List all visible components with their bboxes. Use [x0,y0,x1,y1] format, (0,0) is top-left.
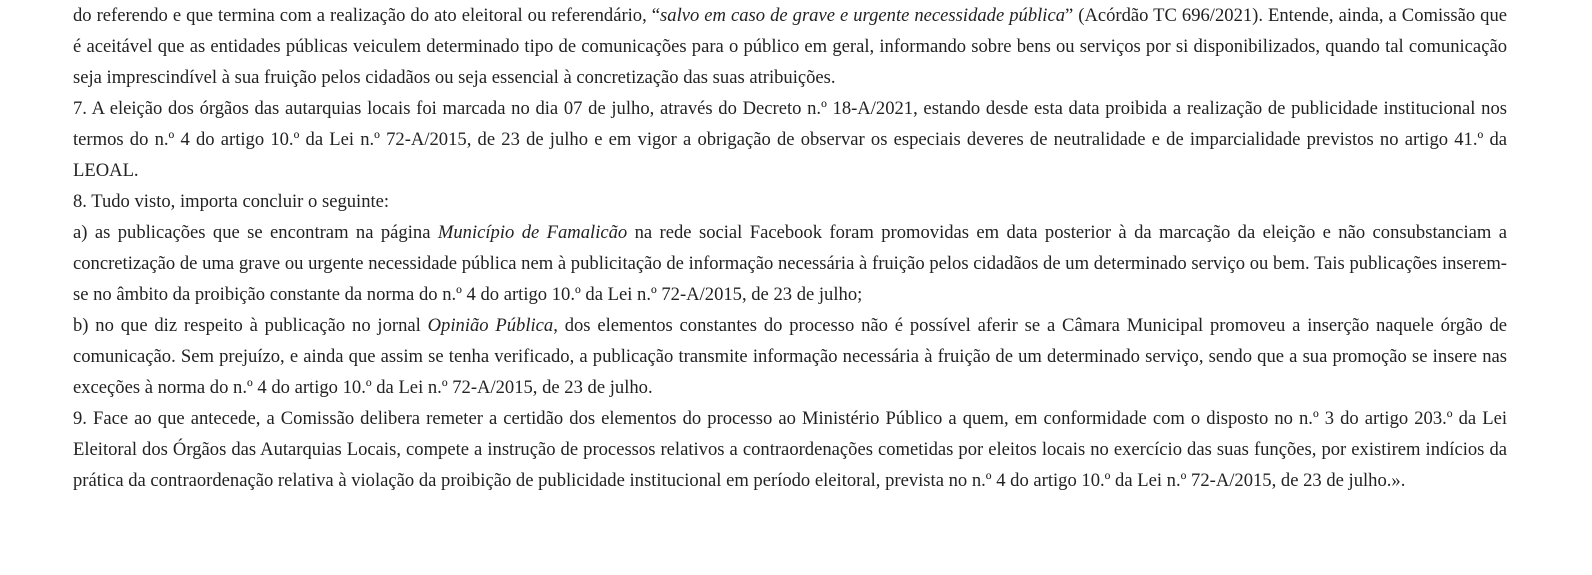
document-body [73,0,1507,496]
paragraph-b [73,310,1507,403]
paragraph-7: 7. A eleição dos órgãos das autarquias locais foi marcada no dia 07 de julho, através do Decreto n.º 18-A/2021, estando desde esta data proibida a realização de publicidade institucional nos termos do n.º 4 do artigo 10.º da Lei n.º 72-A/2015, de 23 de julho e em vigor a obrigação de observar os especiais deveres de neutralidade e de imparcialidade previstos no artigo 41.º da LEOAL. [73,98,1507,181]
paragraph-a-text-a: a) as publicações que se encontram na página [73,222,438,243]
paragraph-b-text-a: b) no que diz respeito à publicação no jornal [73,315,428,336]
paragraph-a [73,217,1507,310]
paragraph-intro-text-c: ” (Acórdão TC 696/2021). Entende, ainda, a Comissão que é aceitável que as entidades públicas veiculem determinado tipo de comunicações para o público em geral, informando sobre bens ou serviços por si disponibilizados, quando tal comunicação seja imprescindível à sua fruição pelos cidadãos ou seja essencial à concretização das suas atribuições. [73,5,1507,88]
paragraph-a-text-c: na rede social Facebook foram promovidas em data posterior à da marcação da eleição e não consubstanciam a concretização de uma grave ou urgente necessidade pública nem à publicitação de informação necessária à fruição pelos cidadãos de um determinado serviço ou bem. Tais publicações inserem-se no âmbito da proibição constante da norma do n.º 4 do artigo 10.º da Lei n.º 72-A/2015, de 23 de julho; [73,222,1507,305]
paragraph-9: 9. Face ao que antecede, a Comissão delibera remeter a certidão dos elementos do processo ao Ministério Público a quem, em conformidade com o disposto no n.º 3 do artigo 203.º da Lei Eleitoral dos Órgãos das Autarquias Locais, compete a instrução de processos relativos a contraordenações cometidas por eleitos locais no exercício das suas funções, por existirem indícios da prática da contraordenação relativa à violação da proibição de publicidade institucional em período eleitoral, prevista no n.º 4 do artigo 10.º da Lei n.º 72-A/2015, de 23 de julho.». [73,408,1507,491]
paragraph-b-newspaper-name: Opinião Pública [427,315,554,336]
paragraph-intro-quote: salvo em caso de grave e urgente necessidade pública [660,5,1065,26]
paragraph-a-page-name: Município de Famalicão [437,222,628,243]
paragraph-b-text-c: , dos elementos constantes do processo não é possível aferir se a Câmara Municipal promoveu a inserção naquele órgão de comunicação. Sem prejuízo, e ainda que assim se tenha verificado, a publicação transmite informação necessária à fruição de um determinado serviço, sendo que a sua promoção se insere nas exceções à norma do n.º 4 do artigo 10.º da Lei n.º 72-A/2015, de 23 de julho. [73,315,1507,398]
paragraph-8: 8. Tudo visto, importa concluir o seguinte: [73,191,390,212]
paragraph-intro [73,0,1507,93]
paragraph-intro-text-a: do referendo e que termina com a realização do ato eleitoral ou referendário, “ [73,5,661,26]
